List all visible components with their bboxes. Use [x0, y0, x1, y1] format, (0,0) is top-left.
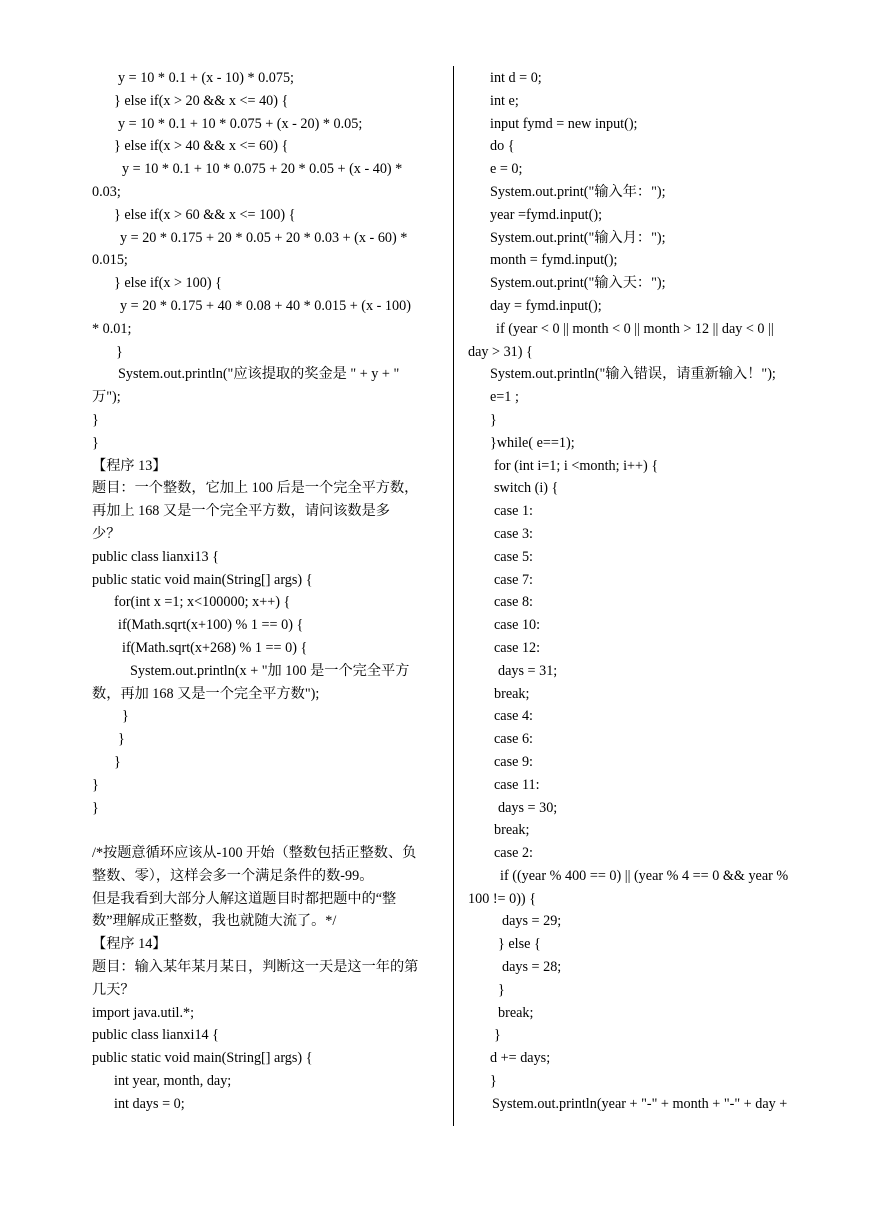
right-column: [468, 67, 816, 1116]
text-line: days = 28;: [502, 959, 562, 976]
text-line: case 11:: [494, 776, 540, 793]
text-line: 题目：输入某年某月某日，判断这一天是这一年的第: [92, 959, 419, 976]
text-line: y = 20 * 0.175 + 20 * 0.05 + 20 * 0.03 + (x - 60) *: [120, 229, 408, 246]
text-line: System.out.println(x + "加 100 是一个完全平方: [130, 662, 410, 679]
text-line: 100 != 0)) {: [468, 890, 537, 907]
text-line: case 4:: [494, 708, 533, 725]
text-line: break;: [498, 1004, 534, 1021]
text-line: switch (i) {: [494, 480, 559, 497]
text-line: for (int i=1; i <month; i++) {: [494, 457, 659, 474]
text-line: case 12:: [494, 639, 541, 656]
text-line: for(int x =1; x<100000; x++) {: [114, 594, 291, 611]
text-line: int d = 0;: [490, 70, 542, 86]
text-line: case 1:: [494, 503, 533, 520]
text-line: input fymd = new input();: [490, 115, 638, 132]
text-line: 0.03;: [92, 183, 121, 200]
text-line: 几天？: [92, 981, 135, 998]
text-line: case 2:: [494, 845, 533, 862]
text-line: }: [490, 411, 497, 428]
text-line: }: [114, 753, 121, 770]
text-line: y = 20 * 0.175 + 40 * 0.08 + 40 * 0.015 + (x - 100): [120, 297, 411, 314]
text-line: case 5:: [494, 548, 533, 565]
text-line: day > 31) {: [468, 343, 533, 360]
text-line: case 3:: [494, 525, 533, 542]
text-line: System.out.print("输入月：");: [490, 229, 666, 246]
text-line: case 7:: [494, 571, 533, 588]
text-line: break;: [494, 822, 530, 839]
text-line: y = 10 * 0.1 + (x - 10) * 0.075;: [118, 70, 294, 86]
text-line: if ((year % 400 == 0) || (year % 4 == 0 && year %: [500, 867, 789, 884]
text-line: }: [92, 776, 99, 793]
text-line: y = 10 * 0.1 + 10 * 0.075 + (x - 20) * 0.05;: [118, 115, 363, 132]
text-line: 【程序 13】: [92, 457, 167, 474]
text-line: e=1 ;: [490, 389, 519, 406]
text-line: public class lianxi14 {: [92, 1027, 219, 1044]
text-line: e = 0;: [490, 161, 523, 178]
text-line: } else if(x > 60 && x <= 100) {: [114, 206, 296, 223]
text-line: break;: [494, 685, 530, 702]
text-line: 少？: [92, 525, 121, 542]
text-line: if(Math.sqrt(x+268) % 1 == 0) {: [122, 639, 308, 656]
text-line: days = 29;: [502, 913, 562, 930]
text-line: if (year < 0 || month < 0 || month > 12 || day < 0 ||: [496, 320, 774, 337]
column-divider: [453, 66, 454, 1126]
text-line: int days = 0;: [114, 1095, 185, 1112]
text-line: }while( e==1);: [490, 434, 575, 451]
text-line: [92, 819, 438, 842]
text-line: case 9:: [494, 753, 533, 770]
text-line: }: [118, 731, 125, 748]
text-line: public static void main(String[] args) {: [92, 571, 313, 588]
text-line: 【程序 14】: [92, 936, 167, 953]
text-line: do {: [490, 138, 515, 155]
text-line: System.out.println("输入错误，请重新输入！");: [490, 366, 776, 383]
text-line: month = fymd.input();: [490, 252, 618, 269]
text-line: 数”理解成正整数，我也就随大流了。*/: [92, 913, 337, 930]
text-line: }: [116, 343, 123, 360]
text-line: 数，再加 168 又是一个完全平方数");: [92, 685, 320, 702]
text-line: }: [92, 434, 99, 451]
text-line: }: [92, 411, 99, 428]
text-line: day = fymd.input();: [490, 297, 602, 314]
text-line: y = 10 * 0.1 + 10 * 0.075 + 20 * 0.05 + (x - 40) *: [122, 161, 403, 178]
text-line: 万");: [92, 389, 121, 406]
text-line: case 8:: [494, 594, 533, 611]
text-line: 整数、零），这样会多一个满足条件的数-99。: [92, 867, 374, 884]
text-line: if(Math.sqrt(x+100) % 1 == 0) {: [118, 617, 304, 634]
text-line: 但是我看到大部分人解这道题目时都把题中的“整: [92, 890, 397, 907]
text-line: year =fymd.input();: [490, 206, 603, 223]
left-column: [92, 67, 438, 1116]
text-line: }: [494, 1027, 501, 1044]
text-line: } else if(x > 40 && x <= 60) {: [114, 138, 289, 155]
text-line: public class lianxi13 {: [92, 548, 219, 565]
text-line: days = 31;: [498, 662, 558, 679]
text-line: }: [92, 799, 99, 816]
text-line: 0.015;: [92, 252, 128, 269]
text-line: case 6:: [494, 731, 533, 748]
text-line: public static void main(String[] args) {: [92, 1050, 313, 1067]
text-line: * 0.01;: [92, 320, 132, 337]
text-line: System.out.println(year + "-" + month + "-" + day +: [492, 1095, 788, 1112]
text-line: int year, month, day;: [114, 1073, 232, 1090]
text-line: System.out.println("应该提取的奖金是 " + y + ": [118, 366, 400, 383]
text-line: import java.util.*;: [92, 1004, 195, 1021]
text-line: 再加上 168 又是一个完全平方数，请问该数是多: [92, 503, 390, 520]
text-line: case 10:: [494, 617, 541, 634]
text-line: } else {: [498, 936, 541, 953]
text-line: }: [122, 708, 129, 725]
text-line: }: [498, 981, 505, 998]
text-line: System.out.print("输入天：");: [490, 275, 666, 292]
text-line: } else if(x > 20 && x <= 40) {: [114, 92, 289, 109]
text-line: days = 30;: [498, 799, 558, 816]
text-line: } else if(x > 100) {: [114, 275, 222, 292]
text-line: int e;: [490, 92, 519, 109]
text-line: d += days;: [490, 1050, 551, 1067]
text-line: /*按题意循环应该从-100 开始（整数包括正整数、负: [92, 845, 417, 862]
text-line: System.out.print("输入年：");: [490, 183, 666, 200]
text-line: 题目：一个整数，它加上 100 后是一个完全平方数，: [92, 480, 419, 497]
text-line: }: [490, 1073, 497, 1090]
